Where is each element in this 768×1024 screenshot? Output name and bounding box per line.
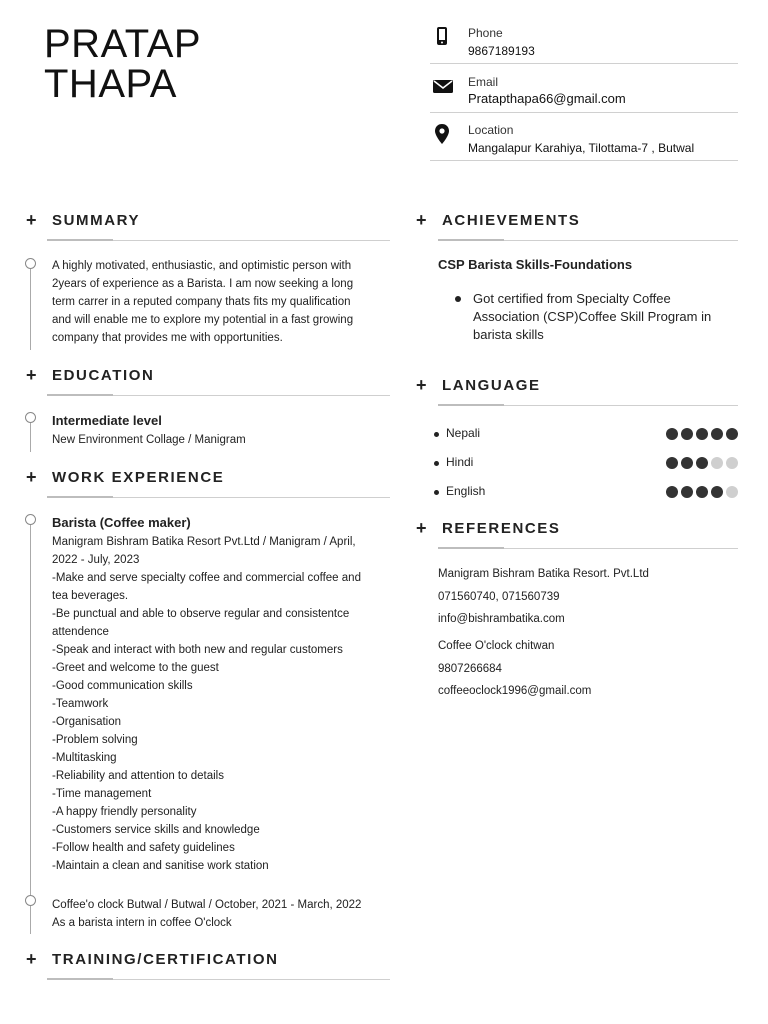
email-value: Pratapthapa66@gmail.com (468, 91, 626, 106)
achievement-heading: CSP Barista Skills-Foundations (438, 257, 633, 272)
last-name: THAPA (44, 62, 177, 106)
language-name: English (446, 484, 486, 498)
education-degree: Intermediate level (52, 413, 162, 428)
phone-icon (432, 26, 452, 46)
bullet-icon (455, 296, 461, 302)
plus-icon: + (416, 375, 427, 395)
section-title: ACHIEVEMENTS (442, 211, 581, 229)
training-header (26, 950, 279, 968)
language-row (434, 426, 738, 444)
contact-phone (430, 20, 738, 64)
education-header (26, 366, 154, 384)
plus-icon: + (416, 518, 427, 538)
section-title: WORK EXPERIENCE (52, 468, 225, 486)
first-name: PRATAP (44, 22, 202, 66)
section-divider (47, 497, 390, 498)
bullet-icon (434, 461, 439, 466)
rating-dot (681, 428, 693, 440)
section-divider (438, 548, 738, 549)
language-header (416, 376, 541, 394)
rating-dot (711, 486, 723, 498)
job-role: Barista (Coffee maker) (52, 515, 191, 530)
section-title: TRAINING/CERTIFICATION (52, 950, 279, 968)
timeline-dot (25, 514, 36, 525)
location-pin-icon (432, 123, 452, 143)
bullet-icon (434, 490, 439, 495)
section-divider (438, 405, 738, 406)
timeline-line (30, 418, 31, 452)
reference-1: Manigram Bishram Batika Resort. Pvt.Ltd 071560740, 071560739 info@bishrambatika.com (438, 568, 649, 625)
rating-dot (711, 428, 723, 440)
contact-label: Location (468, 123, 514, 137)
rating-dot (666, 486, 678, 498)
education-school: New Environment Collage / Manigram (52, 434, 246, 446)
work-header (26, 468, 224, 486)
plus-icon: + (26, 210, 37, 230)
section-title: LANGUAGE (442, 376, 541, 394)
language-row (434, 484, 738, 502)
timeline-line (30, 262, 31, 350)
plus-icon: + (26, 467, 37, 487)
rating-dot (711, 457, 723, 469)
language-name: Hindi (446, 455, 474, 469)
section-divider (47, 240, 390, 241)
references-header (416, 519, 561, 537)
language-name: Nepali (446, 426, 481, 440)
location-value: Mangalapur Karahiya, Tilottama-7 , Butwal (468, 141, 695, 155)
rating-dot (726, 457, 738, 469)
section-divider (47, 395, 390, 396)
job2-details: Coffee'o clock Butwal / Butwal / October, 2021 - March, 2022 As a barista intern in coffee O'clock (52, 899, 362, 929)
language-rating (666, 457, 738, 469)
rating-dot (696, 428, 708, 440)
section-title: REFERENCES (442, 519, 561, 537)
contact-label: Phone (468, 26, 503, 40)
rating-dot (666, 457, 678, 469)
timeline-line (30, 520, 31, 934)
achievement-text: Got certified from Specialty Coffee Association (CSP)Coffee Skill Program in barista skills (473, 291, 712, 342)
candidate-name (44, 24, 201, 104)
rating-dot (666, 428, 678, 440)
rating-dot (696, 457, 708, 469)
job-details: Manigram Bishram Batika Resort Pvt.Ltd / Manigram / April, 2022 - July, 2023 -Make and serve specialty coffee and commercial coffee and tea beverages. -Be punctual and able to observe regular and consistentce attendence -Speak and interact with both new and regular customers -Greet and welcome to the guest -Good communication skills -Teamwork -Organisation -Problem solving -Multitasking -Reliability and attention to details -Time management -A happy friendly personality -Customers service skills and knowledge -Follow health and safety guidelines -Maintain a clean and sanitise work station (52, 536, 361, 872)
timeline-dot (25, 258, 36, 269)
achievements-header (416, 211, 580, 229)
section-divider (438, 240, 738, 241)
plus-icon: + (416, 210, 427, 230)
reference-2: Coffee O'clock chitwan 9807266684 coffeeoclock1996@gmail.com (438, 640, 592, 697)
rating-dot (726, 428, 738, 440)
timeline-dot (25, 895, 36, 906)
language-rating (666, 428, 738, 440)
plus-icon: + (26, 365, 37, 385)
rating-dot (681, 457, 693, 469)
rating-dot (696, 486, 708, 498)
section-title: SUMMARY (52, 211, 141, 229)
summary-text: A highly motivated, enthusiastic, and optimistic person with 2years of experience as a Barista. I am now seeking a long term carrer in a reputed company thats fits my qualification and will enable me to explore my potential in a fast growing company that provides me with opportunities. (52, 260, 354, 344)
email-icon (432, 75, 452, 95)
summary-header (26, 211, 140, 229)
contact-email (430, 69, 738, 113)
contact-location (430, 117, 738, 161)
rating-dot (681, 486, 693, 498)
plus-icon: + (26, 949, 37, 969)
bullet-icon (434, 432, 439, 437)
section-divider (47, 979, 390, 980)
language-row (434, 455, 738, 473)
contact-label: Email (468, 75, 499, 89)
timeline-dot (25, 412, 36, 423)
phone-value: 9867189193 (468, 44, 535, 58)
section-title: EDUCATION (52, 366, 155, 384)
rating-dot (726, 486, 738, 498)
language-rating (666, 486, 738, 498)
